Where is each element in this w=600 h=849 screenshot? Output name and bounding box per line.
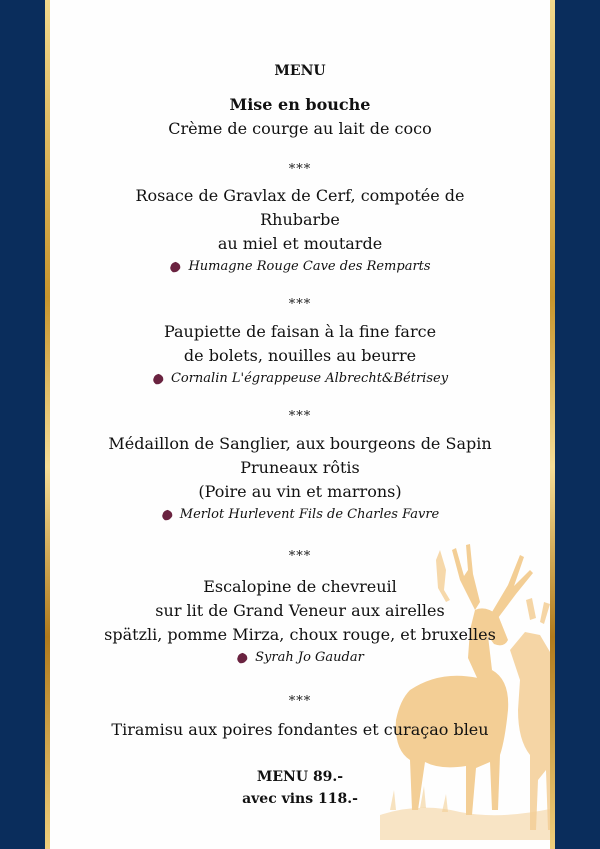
course-2: [50, 320, 550, 390]
separator: ***: [288, 297, 312, 312]
dish-line: sur lit de Grand Veneur aux airelles: [155, 601, 445, 620]
amuse-dish: Crème de courge au lait de coco: [168, 119, 432, 138]
wine-label: Cornalin L'égrappeuse Albrecht&Bétrisey: [170, 371, 449, 386]
dish-line: de bolets, nouilles au beurre: [183, 346, 417, 365]
wine-pairing: [50, 647, 550, 669]
price-menu: MENU 89.-: [256, 769, 344, 785]
separator: ***: [288, 549, 312, 564]
dish-line: Pruneaux rôtis: [240, 458, 360, 477]
dessert-section: [50, 718, 550, 742]
separator: ***: [288, 409, 312, 424]
menu-title: MENU: [274, 63, 326, 79]
amuse-title: Mise en bouche: [229, 95, 371, 114]
course-1: [50, 184, 550, 278]
price-with-wine: avec vins 118.-: [242, 791, 358, 807]
dish-line: Escalopine de chevreuil: [203, 577, 397, 596]
separator: ***: [288, 162, 312, 177]
grape-icon: [161, 509, 174, 522]
dessert-dish: Tiramisu aux poires fondantes et curaçao bleu: [111, 720, 489, 739]
dish-line: Rhubarbe: [260, 210, 340, 229]
wine-pairing: [50, 368, 550, 390]
dish-line: spätzli, pomme Mirza, choux rouge, et bruxelles: [104, 625, 496, 644]
wine-label: Syrah Jo Gaudar: [255, 650, 364, 665]
wine-label: Humagne Rouge Cave des Remparts: [188, 259, 431, 274]
wine-label: Merlot Hurlevent Fils de Charles Favre: [179, 507, 440, 522]
grape-icon: [152, 373, 165, 386]
grape-icon: [236, 652, 249, 665]
dish-line: (Poire au vin et marrons): [198, 482, 402, 501]
course-3: [50, 432, 550, 526]
gold-border-right: [550, 0, 555, 849]
price-section: [50, 766, 550, 810]
dish-line: Rosace de Gravlax de Cerf, compotée de: [135, 186, 465, 205]
dish-line: au miel et moutarde: [217, 234, 383, 253]
dish-line: Médaillon de Sanglier, aux bourgeons de Sapin: [108, 434, 492, 453]
amuse-section: [50, 93, 550, 141]
menu-card: [50, 0, 550, 849]
wine-pairing: [50, 256, 550, 278]
course-4: [50, 575, 550, 669]
grape-icon: [169, 261, 182, 274]
separator: ***: [288, 694, 312, 709]
dish-line: Paupiette de faisan à la fine farce: [163, 322, 437, 341]
wine-pairing: [50, 504, 550, 526]
